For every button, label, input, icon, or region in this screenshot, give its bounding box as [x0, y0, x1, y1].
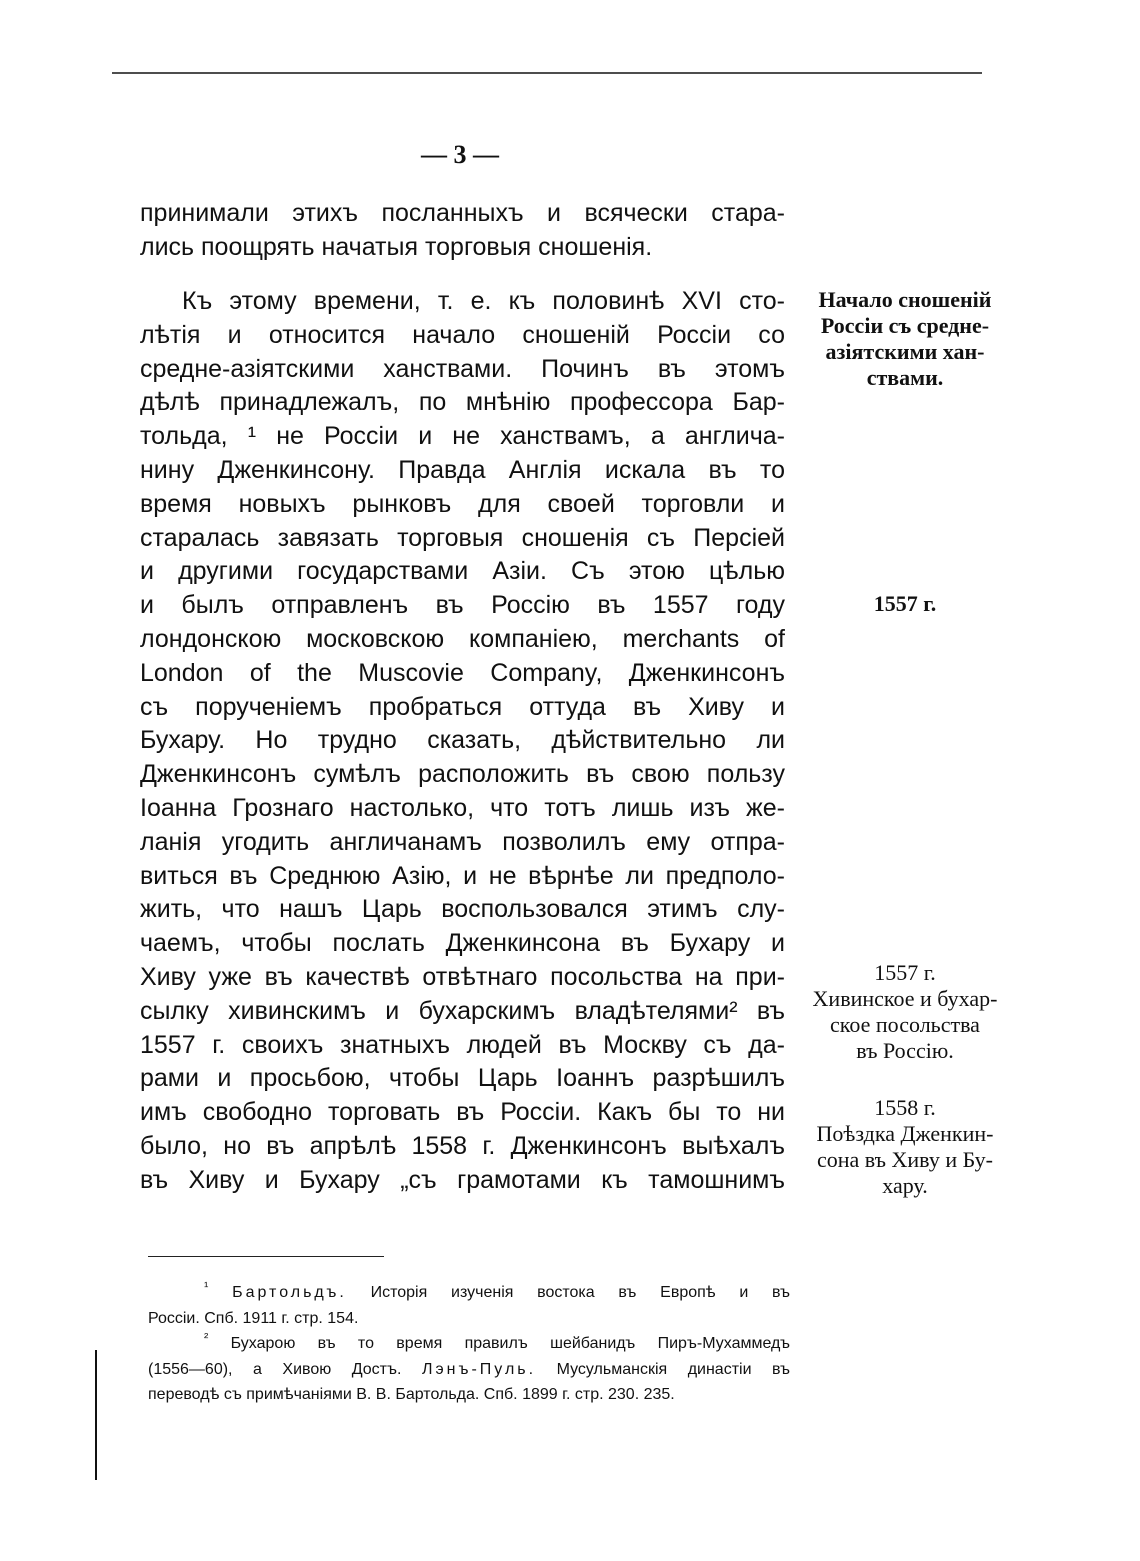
- footnote-text: Бухарою въ то время правилъ шейбанидъ Пиръ-Мухаммедъ: [208, 1335, 790, 1352]
- margin-note-line: ствами.: [866, 365, 944, 390]
- footnote-2-line: переводѣ съ примѣчаніями В. В. Бартольда. Спб. 1899 г. стр. 230. 235.: [148, 1386, 675, 1403]
- text-line: ланія угодить англичанамъ позволилъ ему отпра-: [140, 827, 785, 856]
- text-line: нину Дженкинсону. Правда Англія искала въ то: [140, 455, 785, 484]
- top-rule: [112, 72, 982, 74]
- footnote-author: Бартольдъ.: [232, 1284, 347, 1301]
- footnote-marker: ²: [204, 1329, 209, 1345]
- footnote-text: Мусульманскія династіи въ: [536, 1360, 791, 1378]
- text-line: рами и просьбою, чтобы Царь Іоаннъ разрѣшилъ: [140, 1064, 785, 1093]
- text-line: дѣлѣ принадлежалъ, по мнѣнію профессора Бар-: [140, 388, 785, 417]
- margin-note-line: хару.: [882, 1173, 928, 1198]
- text-line: чаемъ, чтобы послать Дженкинсона въ Бухару и: [140, 929, 785, 958]
- text-line: средне-азіятскими ханствами. Починъ въ этомъ: [140, 354, 785, 383]
- text-line: Бухару. Но трудно сказать, дѣйствительно ли: [140, 726, 785, 755]
- footnote-text: (1556—60), а Хивою Достъ.: [148, 1360, 422, 1378]
- text-line: лѣтія и относится начало сношеній Россіи со: [140, 320, 785, 349]
- text-line: и былъ отправленъ въ Россію въ 1557 году: [140, 591, 785, 620]
- text-line: въ Хиву и Бухару „съ грамотами къ тамошнимъ: [140, 1165, 785, 1194]
- text-line: лись поощрять начатыя торговыя сношенія.: [140, 232, 653, 261]
- margin-note-line: ское посольства: [830, 1012, 980, 1037]
- text-line: сылку хивинскимъ и бухарскимъ владѣтелями² въ: [140, 996, 785, 1025]
- footnote-text: Исторія изученія востока въ Европѣ и въ: [346, 1284, 790, 1301]
- text-line: Хиву уже въ качествѣ отвѣтнаго посольства на при-: [140, 962, 785, 991]
- footnote-2-line: [148, 1357, 790, 1383]
- margin-note-line: 1557 г.: [874, 960, 936, 985]
- scan-margin-mark: [95, 1350, 97, 1480]
- footnote-rule: [148, 1256, 384, 1257]
- text-line: жить, что нашъ Царь воспользовался этимъ слу-: [140, 895, 785, 924]
- page-number: — 3 —: [421, 140, 499, 169]
- footnote-1-line: Россіи. Спб. 1911 г. стр. 154.: [148, 1309, 359, 1327]
- margin-note-line: Начало сношеній: [818, 287, 992, 312]
- paragraph-1: [140, 197, 785, 265]
- margin-note-line: сона въ Хиву и Бу-: [817, 1147, 993, 1172]
- footnote-1-line: [148, 1280, 790, 1306]
- text-line: принимали этихъ посланныхъ и всячески стара-: [140, 199, 785, 227]
- text-line: время новыхъ рынковъ для своей торговли и: [140, 489, 785, 518]
- text-line: Іоанна Грознаго настолько, что тотъ лишь изъ же-: [140, 793, 785, 822]
- text-line: виться въ Среднюю Азію, и не вѣрнѣе ли предполо-: [140, 861, 785, 890]
- text-line: London of the Muscovie Company, Дженкинсонъ: [140, 658, 785, 687]
- text-line: имъ свободно торговать въ Россіи. Какъ бы то ни: [140, 1098, 785, 1127]
- footnotes: [148, 1280, 790, 1408]
- margin-note-line: Поѣздка Дженкин-: [816, 1121, 994, 1146]
- text-line: лондонскою московскою компаніею, merchants of: [140, 624, 785, 653]
- paragraph-2: [140, 285, 785, 1198]
- footnote-author: Лэнъ-Пуль.: [421, 1360, 537, 1378]
- margin-note-line: Россіи съ средне-: [820, 313, 990, 338]
- margin-note-line: Хивинское и бухар-: [812, 986, 998, 1011]
- text-line: Къ этому времени, т. е. къ половинѣ XVI сто-: [182, 287, 785, 315]
- margin-note-relations-start: [790, 287, 1020, 391]
- footnote-marker: ¹: [204, 1278, 209, 1294]
- margin-note-embassy: [790, 960, 1020, 1064]
- margin-note-1557: [790, 591, 1020, 617]
- text-line: 1557 г. своихъ знатныхъ людей въ Москву съ да-: [140, 1030, 785, 1059]
- margin-note-line: 1558 г.: [874, 1095, 936, 1120]
- margin-note-journey: [790, 1095, 1020, 1199]
- text-line: съ порученіемъ пробраться оттуда въ Хиву и: [140, 692, 785, 721]
- margin-note-line: въ Россію.: [856, 1038, 954, 1063]
- margin-note-line: 1557 г.: [873, 591, 937, 616]
- margin-note-line: азіятскими хан-: [825, 339, 985, 364]
- text-line: Дженкинсонъ сумѣлъ расположить въ свою пользу: [140, 760, 785, 789]
- text-line: было, но въ апрѣлѣ 1558 г. Дженкинсонъ выѣхалъ: [140, 1131, 785, 1160]
- text-line: и другими государствами Азіи. Съ этою цѣлью: [140, 557, 785, 586]
- text-line: тольда, ¹ не Россіи и не ханствамъ, а англича-: [140, 422, 785, 451]
- text-line: старалась завязать торговыя сношенія съ Персіей: [140, 523, 785, 552]
- footnote-2-line: [148, 1331, 790, 1357]
